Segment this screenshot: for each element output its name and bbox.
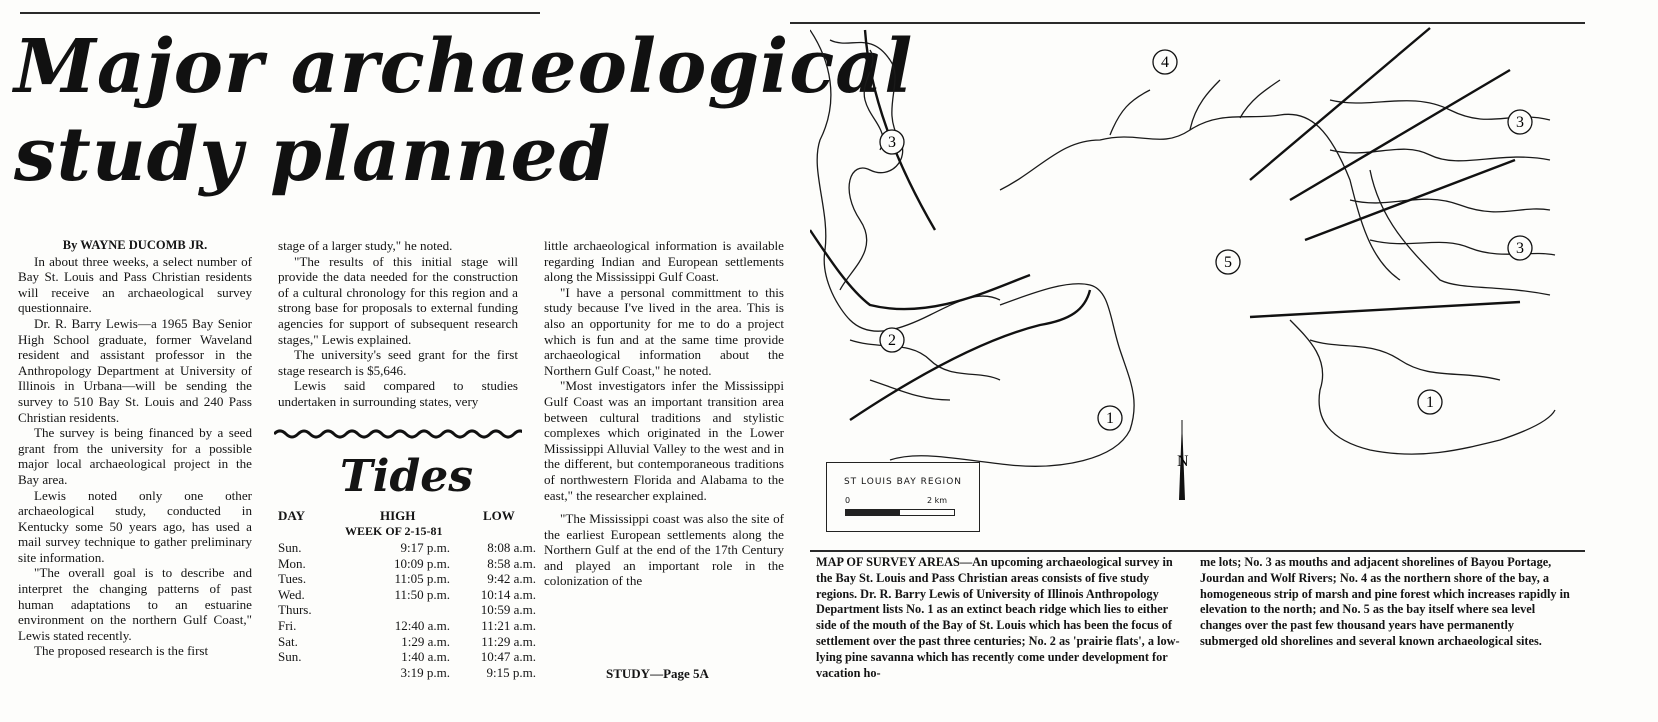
tides-cell-low: 11:21 a.m. (481, 617, 536, 633)
tides-row (278, 618, 536, 634)
article-paragraph: little archaeological information is available regarding Indian and European settlements along the Mississippi Gulf Coast. (544, 238, 784, 285)
article-paragraph: "Most investigators infer the Mississippi Gulf Coast was an important transition area between cultural traditions and stylistic complexes which originated in the Lower Mississippi Alluvial Valley to the west and in the different, but contemporaneous traditions of northwestern Florida and Alabama to the east," the researcher explained. (544, 378, 784, 503)
article-paragraph: "I have a personal committment to this study because I've lived in the area. This is also an opportunity for me to do a project which is fun and at the same time provide archaeological information about the Northern Gulf Coast," he noted. (544, 284, 784, 378)
tides-cell-day: Mon. (278, 555, 306, 571)
tides-title: Tides (340, 451, 473, 502)
tides-cell-day: Wed. (278, 586, 305, 602)
tides-cell-day: Sun. (278, 649, 302, 665)
boundary-line (1250, 302, 1520, 317)
region-number: 2 (888, 332, 896, 349)
tides-row (278, 587, 536, 603)
north-arrow (1177, 420, 1189, 500)
map-river (864, 50, 883, 150)
top-rule-left (20, 12, 540, 14)
wavy-divider (274, 428, 522, 440)
region-number: 3 (888, 134, 896, 151)
tides-cell-low: 8:58 a.m. (487, 555, 536, 571)
tides-col-high: HIGH (380, 508, 416, 523)
tides-week: WEEK OF 2-15-81 (345, 524, 443, 538)
tides-cell-high: 9:17 p.m. (400, 540, 450, 555)
tides-cell-low: 11:29 a.m. (481, 633, 536, 649)
region-label-4 (1153, 50, 1177, 74)
tides-col-day: DAY (278, 508, 305, 523)
region-number: 1 (1106, 410, 1114, 427)
article-paragraph: "The overall goal is to describe and interpret the changing patterns of past human adaptations to an estuarine environment on the northern Gulf Coast," Lewis stated recently. (18, 565, 252, 643)
tides-col-low: LOW (483, 508, 515, 523)
article-paragraph: In about three weeks, a select number of Bay St. Louis and Pass Christian residents will receive an archaeological survey questionnaire. (18, 253, 252, 316)
north-label: N (1177, 453, 1189, 470)
tides-cell-low: 9:42 a.m. (487, 571, 536, 587)
byline: By WAYNE DUCOMB JR. (62, 238, 208, 252)
tides-cell-day: Fri. (278, 617, 297, 633)
map-legend (826, 462, 980, 532)
tides-cell-low: 10:14 a.m. (480, 586, 536, 602)
tides-row (278, 571, 536, 587)
article-paragraph: The university's seed grant for the first stage research is $5,646. (278, 347, 518, 378)
tides-cell-high: 11:05 p.m. (394, 571, 450, 587)
region-label-3 (1508, 110, 1532, 134)
article-paragraph: Lewis said compared to studies undertaken in surrounding states, very (278, 378, 518, 409)
article-column-3 (544, 238, 784, 589)
map-river (830, 40, 903, 290)
article-column-2 (278, 238, 518, 410)
tides-cell-high: 10:09 p.m. (394, 555, 450, 571)
tides-row (278, 649, 536, 665)
tides-cell-low: 9:15 p.m. (486, 664, 536, 680)
article-paragraph: The proposed research is the first (34, 643, 209, 659)
article-paragraph: Lewis noted only one other archaeological study, conducted in Kentucky some 50 years ago, has used a mail survey technique to gather preliminary site information. (18, 487, 252, 565)
map-caption-col-2: me lots; No. 3 as mouths and adjacent shorelines of Bayou Portage, Jourdan and Wolf Rivers; No. 4 as the northern shore of the bay, a homogeneous strip of marsh and pine forest which increases rapidly in elevation to the north; and No. 5 as the bay itself where sea level changes over the past few thousand years have permanently submerged old shorelines and several known archaeological sites. (1200, 555, 1570, 648)
tides-cell-low: 10:59 a.m. (480, 602, 536, 618)
caption-rule (810, 550, 1585, 552)
article-paragraph: "The results of this initial stage will provide the data needed for the construction of a cultural chronology for this region and a strong base for proposals to external funding agencies for support of subsequent research stages," Lewis explained. (278, 253, 518, 347)
tides-row (278, 634, 536, 650)
tides-row (278, 556, 536, 572)
region-number: 3 (1516, 240, 1524, 257)
article-paragraph: The survey is being financed by a seed grant from the university for a possible major local archaeological project in the Bay area. (18, 425, 252, 487)
article-column-1 (18, 238, 252, 659)
region-number: 1 (1426, 394, 1434, 411)
headline-line-1: Major archaeological (14, 24, 914, 110)
map-shoreline (1000, 114, 1400, 280)
scale-start-label: 0 (845, 496, 851, 505)
tides-cell-day: Sun. (278, 540, 302, 555)
headline-line-2: study planned (14, 112, 612, 198)
scale-end-label: 2 km (927, 496, 948, 505)
tides-table (278, 540, 536, 680)
continued-jump-line: STUDY—Page 5A (606, 666, 709, 681)
region-number: 5 (1224, 254, 1232, 271)
tides-cell-day (278, 665, 364, 681)
region-label-3 (880, 130, 904, 154)
region-label-3 (1508, 236, 1532, 260)
tides-cell-high: 1:40 a.m. (401, 649, 450, 665)
tides-row (278, 540, 536, 556)
map-shoreline (1290, 320, 1555, 454)
tides-cell-low: 8:08 a.m. (487, 540, 536, 555)
map-river (1330, 149, 1550, 161)
region-number: 3 (1516, 114, 1524, 131)
map-shoreline (1370, 170, 1550, 295)
scale-bar (845, 509, 955, 516)
legend-title: ST LOUIS BAY REGION (843, 477, 963, 487)
map-river (1310, 340, 1500, 380)
boundary-line (1290, 70, 1510, 200)
boundary-line (850, 290, 1090, 420)
region-number: 4 (1161, 54, 1169, 71)
boundary-line (810, 230, 1030, 309)
tides-cell-high: 11:50 p.m. (394, 586, 450, 602)
article-paragraph: Dr. R. Barry Lewis—a 1965 Bay Senior High School graduate, former Waveland resident and assistant professor in the Anthropology Department at University of Illinois in Urbana—will be sending the survey to 510 Bay St. Louis and 240 Pass Christian residents. (18, 315, 252, 425)
tides-cell-high (364, 602, 450, 618)
region-label-5 (1216, 250, 1240, 274)
map-shoreline (890, 284, 1134, 467)
map-caption-col-1: MAP OF SURVEY AREAS—An upcoming archaeological survey in the Bay St. Louis and Pass Christian areas consists of five study regions. Dr. R. Barry Lewis of University of Illinois Anthropology Department lists No. 1 as an extinct beach ridge which lies to either side of the mouth of the Bay of St. Louis which has been the focus of settlement over the past three centuries; No. 2 as 'prairie flats', a low-lying pine savanna which has recently come under development for vacation ho- (816, 555, 1180, 680)
tides-cell-low: 10:47 a.m. (480, 649, 536, 665)
article-paragraph: stage of a larger study," he noted. (278, 238, 453, 253)
tides-row (278, 665, 536, 681)
tides-cell-day: Sat. (278, 633, 298, 649)
region-label-1 (1098, 406, 1122, 430)
tides-cell-high: 12:40 a.m. (394, 617, 450, 633)
tides-cell-day: Tues. (278, 571, 307, 587)
boundary-line (865, 30, 935, 230)
region-label-2 (880, 328, 904, 352)
map-river (850, 340, 1000, 400)
map-shoreline (810, 30, 1000, 331)
tides-row (278, 602, 536, 618)
tides-cell-day: Thurs. (278, 602, 312, 618)
tides-cell-high: 1:29 a.m. (401, 633, 450, 649)
tides-cell-high: 3:19 p.m. (400, 664, 450, 680)
region-label-1 (1418, 390, 1442, 414)
article-paragraph: "The Mississippi coast was also the site of the earliest European settlements along the Northern Gulf at the end of the 17th Century and played an important role in the colonization of the (544, 511, 784, 589)
